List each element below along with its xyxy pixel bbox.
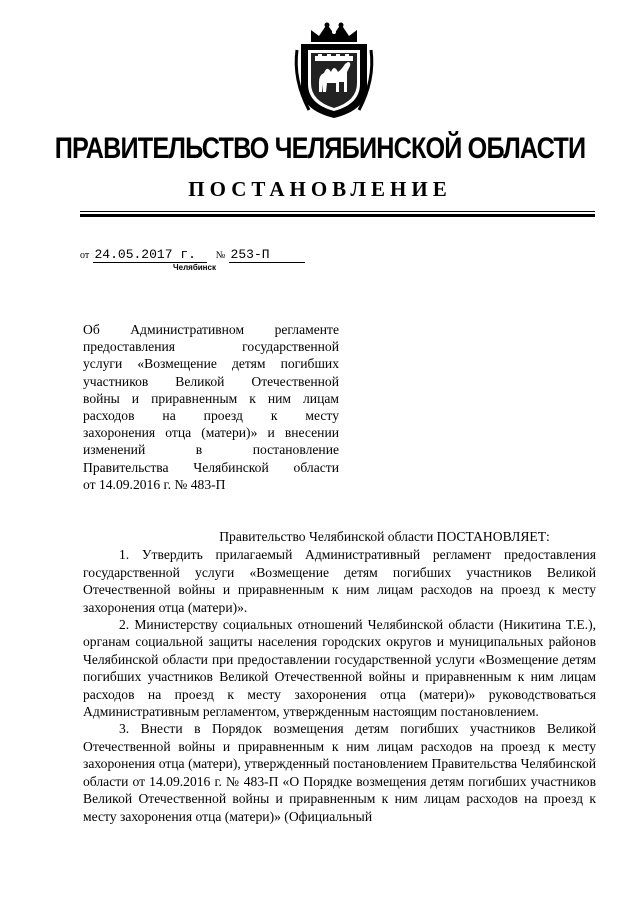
paragraph-3: 3. Внести в Порядок возмещения детям погибших участников Великой Отечественной войны и приравненным к ним лицам расходов на проезд к месту захоронения отца (матери), утвержденный постановлением Правительства Челябинской области от 14.09.2016 г. № 483-П «О Порядке возмещения детям погибших участников Великой Отечественной войны и приравненным к ним лицам расходов на проезд к месту захоронения отца (матери)» (Официальный — [83, 721, 596, 824]
document-date: 24.05.2017 г. — [93, 247, 207, 263]
number-prefix: № — [215, 250, 226, 261]
document-subject — [83, 321, 339, 493]
government-title: ПРАВИТЕЛЬСТВО ЧЕЛЯБИНСКОЙ ОБЛАСТИ — [54, 132, 586, 165]
document-body — [83, 528, 596, 825]
city-label: Челябинск — [173, 263, 216, 272]
document-number: 253-П — [229, 247, 305, 263]
header-divider-thick — [80, 214, 595, 217]
subject-line: войны и приравненным к ним лицам — [83, 390, 339, 406]
subject-line: Об Административном регламенте — [83, 322, 339, 337]
header-divider-thin — [80, 211, 595, 212]
paragraph-1: 1. Утвердить прилагаемый Административный регламент предоставления государственной услуги «Возмещение детям погибших участников Великой Отечественной войны и приравненным к ним лицам расходов на проезд к месту захоронения отца (матери)». — [83, 547, 596, 615]
subject-line: захоронения отца (матери)» и внесении — [83, 425, 339, 441]
subject-line: расходов на проезд к месту — [83, 408, 339, 424]
date-prefix: от — [80, 250, 90, 261]
paragraph-2: 2. Министерству социальных отношений Челябинской области (Никитина Т.Е.), органам социальной защиты населения городских округов и муниципальных районов Челябинской области при предоставлении государственной услуги «Возмещение детям погибших участников Великой Отечественной войны и приравненным к ним лицам расходов на проезд к месту захоронения отца (матери)» руководствоваться Административным регламентом, утвержденным настоящим постановлением. — [83, 617, 596, 720]
subject-line: предоставления государственной — [83, 339, 339, 355]
document-type: ПОСТАНОВЛЕНИЕ — [188, 177, 452, 201]
coat-of-arms-icon — [289, 20, 379, 120]
subject-line: Правительства Челябинской области — [83, 459, 339, 475]
enactment-clause: Правительство Челябинской области ПОСТАНОВЛЯЕТ: — [219, 529, 550, 544]
subject-line: изменений в постановление — [83, 442, 339, 458]
subject-line: участников Великой Отечественной — [83, 373, 339, 389]
subject-line: от 14.09.2016 г. № 483-П — [83, 476, 226, 492]
subject-line: услуги «Возмещение детям погибших — [83, 356, 339, 372]
date-number-line — [80, 246, 305, 263]
